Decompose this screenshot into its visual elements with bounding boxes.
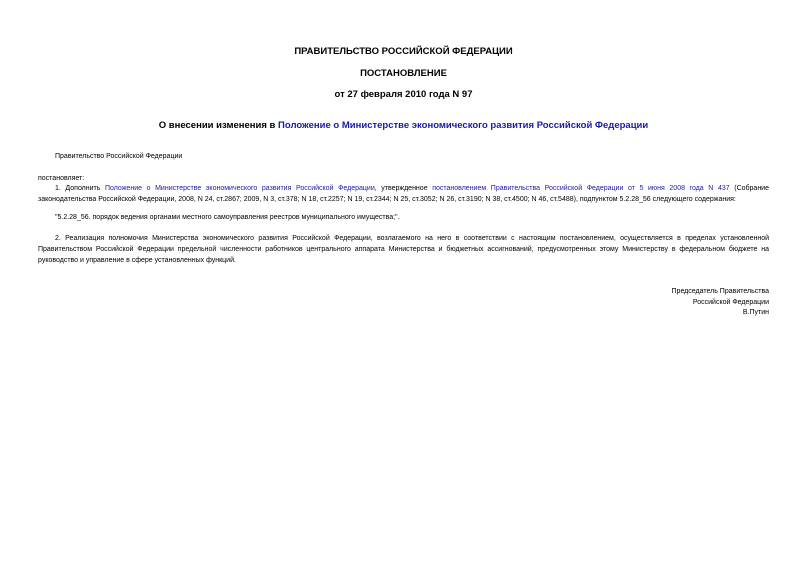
government-heading: ПРАВИТЕЛЬСТВО РОССИЙСКОЙ ФЕДЕРАЦИИ [294, 46, 513, 57]
document-page [38, 0, 769, 571]
title-prefix: О внесении изменения в [158, 120, 279, 131]
signature-line-2: Российской Федерации [692, 299, 769, 306]
decides-text: постановляет: [38, 175, 85, 182]
quote-text: "5.2.28_56. порядок ведения органами местного самоуправления реестров муниципального имущества;". [55, 214, 400, 221]
item-1-mid: , утвержденное [374, 185, 433, 192]
signature-name: В.Путин [742, 309, 769, 316]
item-2-paragraph: 2. Реализация полномочия Министерства экономического развития Российской Федерации, возлагаемого на него в соответствии с настоящим постановлением, осуществляется в пределах установленной Правительством Российской Федерации предельной численности работников центрального аппарата Министерства и бюджетных ассигнований, предусмотренных этому Министерству в федеральном бюджете на руководство и управление в сфере установленных функций. [38, 235, 769, 264]
regulation-link[interactable]: Положение о Министерстве экономического развития Российской Федерации [105, 185, 375, 192]
item-1-tail: (Собрание законодательства Российской Федерации, 2008, N 24, ст.2867; 2009, N 3, ст.378; N 18, ст.2257; N 19, ст.2344; N 25, ст.3052; N 26, ст.3190; N 38, ст.4500; N 46, ст.5488), подпунктом 5.2.28_56 следующего содержания: [38, 185, 769, 203]
intro-text: Правительство Российской Федерации [55, 153, 183, 160]
title-regulation-link[interactable]: Положение о Министерстве экономического развития Российской Федерации [278, 120, 649, 131]
signature-line-1: Председатель Правительства [671, 288, 769, 295]
date-number-heading: от 27 февраля 2010 года N 97 [334, 89, 473, 100]
item-1-paragraph [38, 183, 769, 205]
item-1-lead: 1. Дополнить [55, 185, 105, 192]
document-type-heading: ПОСТАНОВЛЕНИЕ [360, 68, 447, 79]
resolution-437-link[interactable]: постановлением Правительства Российской Федерации от 5 июня 2008 года N 437 [432, 185, 730, 192]
document-title [38, 120, 769, 132]
